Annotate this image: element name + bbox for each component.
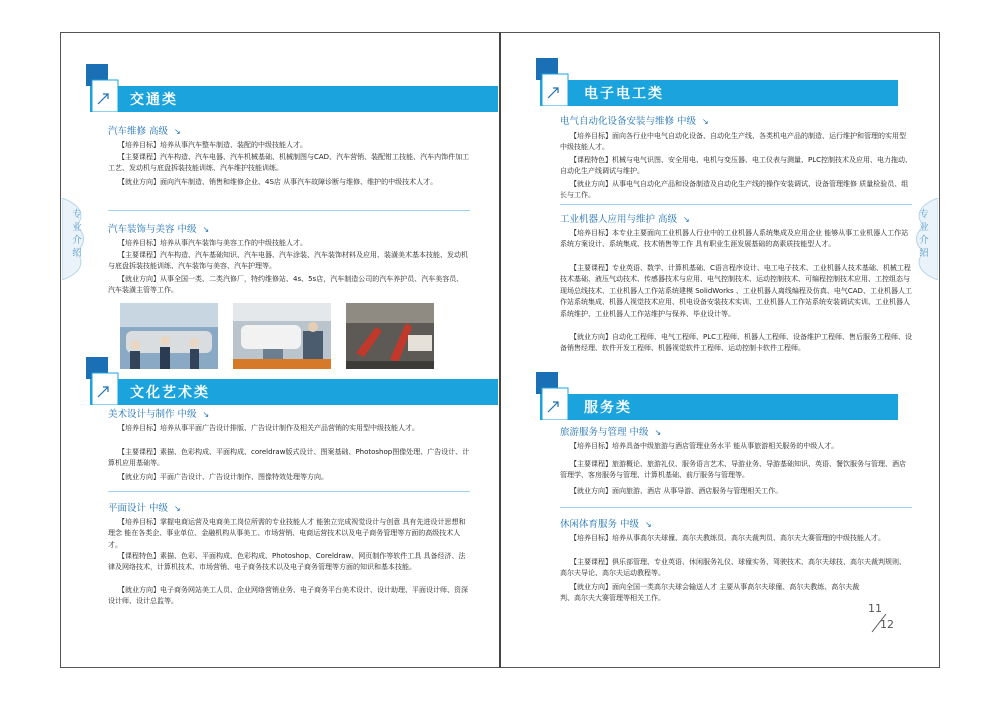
section-corner-icon <box>86 357 126 405</box>
paragraph: 【培养目标】培养从事汽车装饰与美容工作的中级技能人才。 <box>118 239 307 247</box>
page-gutter <box>499 32 501 668</box>
paragraph: 【就业方向】平面广告设计、广告设计制作、图像特效处理等方向。 <box>118 473 328 481</box>
paragraph: 【培养目标】培养从事平面广告设计排版、广告设计制作及相关产品营销的实用型中级技能人才。 <box>118 424 419 432</box>
arrow-icon: ↘ <box>202 410 210 419</box>
subsection-title: 旅游服务与管理 中级 ↘ <box>560 427 662 438</box>
paragraph: 【主要课程】汽车构造、汽车基础知识、汽车电器、汽车涂装、汽车装饰材料及应用、装潢美术基本技能、发动机与底盘拆装技能训练、汽车装饰与美容、汽车护理等。 <box>108 251 468 271</box>
subsection-title: 平面设计 中级 ↘ <box>108 503 181 514</box>
subsection-title: 美术设计与制作 中级 ↘ <box>108 409 210 420</box>
paragraph: 【就业方向】面向旅游、酒店 从事导游、酒店服务与管理相关工作。 <box>570 487 783 495</box>
arrow-icon: ↘ <box>654 428 662 437</box>
arrow-icon: ↘ <box>174 504 181 513</box>
paragraph: 【培养目标】本专业主要面向工业机器人行业中的工业机器人系统集成及应用企业 能够从事工业机器人工作站系统方案设计、系统集成、技术销售等工作 具有职业生涯发展基础的高素质技能型人才。 <box>560 229 909 249</box>
photo-car-assembly <box>120 303 218 369</box>
divider <box>560 204 912 205</box>
section-title: 电子电工类 <box>584 86 664 102</box>
photo-robot-line <box>346 303 434 369</box>
paragraph: 【主要课程】旅游概论、旅游礼仪、服务语言艺术、导游业务、导游基础知识、英语、餐饮服务与管理、酒店管理学、客房服务与管理、计算机基础、前厅服务与管理等。 <box>560 460 906 480</box>
side-tab-right <box>908 198 938 280</box>
paragraph: 【培养目标】培养具备中级旅游与酒店管理业务水平 能从事旅游相关服务的中级人才。 <box>570 442 839 450</box>
section-title: 交通类 <box>130 92 178 108</box>
section-corner-icon <box>536 372 576 420</box>
section-header-transport <box>90 86 498 112</box>
paragraph: 【就业方向】自动化工程师、电气工程师、PLC工程师、机器人工程师、设备维护工程师、售后服务工程师、设备销售经理、软件开发工程师、机器视觉软件工程师、运动控制卡软件工程师。 <box>560 333 913 353</box>
paragraph: 【主要课程】汽车构造、汽车电器、汽车机械基础、机械制图与CAD、汽车营销、装配钳工技能、汽车内饰件加工工艺、发动机与底盘拆装技能训练、汽车维护技能训练。 <box>108 153 470 173</box>
section-corner-icon <box>86 64 126 112</box>
arrow-icon: ↘ <box>645 520 652 529</box>
arrow-icon: ↘ <box>174 127 181 136</box>
side-tab-label: 专业介绍 <box>919 209 929 259</box>
arrow-icon: ↘ <box>683 215 690 224</box>
section-title: 服务类 <box>584 400 632 416</box>
page-number <box>866 602 906 638</box>
subsection-title: 汽车维修 高级 ↘ <box>108 126 181 137</box>
subsection-title: 汽车装饰与美容 中级 ↘ <box>108 224 210 235</box>
arrow-icon: ↘ <box>202 225 210 234</box>
side-tab-left <box>62 198 92 280</box>
paragraph: 【主要课程】专业英语、数学、计算机基础、C语言程序设计、电工电子技术、工业机器人技术基础、机械工程技术基础、液压气动技术、传感器技术与应用、电气控制技术、运动控制技术、可编程控制技术应用、工控组态与现场总线技术、工业机器人工作站系统建模 SolidWorks 、工业机器人离线编程及仿真、电气CAD、工业机器人工作站系统集成、机器人视觉技术应用、机电设备安装技术实训、工业机器人工作站系统安装调试实训、工业机器人系统维护、工业机器人工作站维护与保养、毕业设计等。 <box>560 264 912 318</box>
section-title: 文化艺术类 <box>130 385 210 401</box>
divider <box>108 210 470 211</box>
paragraph: 【培养目标】面向各行业中电气自动化设备、自动化生产线、各类机电产品的制造、运行维护和管理的实用型中级技能人才。 <box>560 132 906 152</box>
paragraph: 【主要课程】俱乐部管理、专业英语、休闲服务礼仪、球僮实务、驾驶技术、高尔夫球技、高尔夫裁判规则、高尔夫导论、高尔夫运动教程等。 <box>560 558 906 578</box>
divider <box>560 507 912 508</box>
paragraph: 【就业方向】电子商务网站美工人员、企业网络营销业务、电子商务平台美术设计、设计助理、平面设计师、资深设计师、设计总监等。 <box>108 586 468 606</box>
paragraph: 【就业方向】从事电气自动化产品和设备制造及自动化生产线的操作安装调试、设备管理维修 质量检验员、组长与工作。 <box>560 180 909 200</box>
paragraph: 【就业方向】面向全国一类高尔夫球会输送人才 主要从事高尔夫球僮、高尔夫教练、高尔夫裁判、高尔夫大赛管理等相关工作。 <box>560 583 860 603</box>
paragraph: 【就业方向】从事全国一类、二类汽修厂，特约维修站、4s、5s店，汽车制造公司的汽车养护员、汽车美容员、汽车装潢主管等工作。 <box>108 275 464 295</box>
subsection-title: 休闲体育服务 中级 ↘ <box>560 519 652 530</box>
divider <box>108 491 470 492</box>
section-header-service <box>540 394 898 420</box>
side-tab-label: 专业介绍 <box>72 209 82 259</box>
page-number-total: 12 <box>880 618 894 631</box>
arrow-icon: ↘ <box>702 117 709 126</box>
paragraph: 【培养目标】掌握电商运营及电商美工岗位所需的专业技能人才 能独立完成视觉设计与创意 具有先进设计思想和理念 能在各类企、事业单位、金融机构从事美工、市场营销、电商运营技术以及电子商务管理等方面的高级技术人才。 <box>108 518 466 549</box>
paragraph: 【培养目标】培养从事高尔夫球僮、高尔夫教练员、高尔夫裁判员、高尔夫大赛管理的中级技能人才。 <box>570 534 885 542</box>
paragraph: 【就业方向】面向汽车制造、销售和维修企业、4S店 从事汽车故障诊断与维修、维护的中级技术人才。 <box>118 178 438 186</box>
paragraph: 【课程特色】机械与电气识图、安全用电、电机与变压器、电工仪表与测量、PLC控制技术及应用、电力拖动、自动化生产线调试与维护。 <box>560 156 913 176</box>
section-corner-icon <box>536 58 576 106</box>
subsection-title: 电气自动化设备安装与维修 中级 ↘ <box>560 116 709 127</box>
section-header-culture-art <box>90 379 498 405</box>
photo-workshop <box>233 303 331 369</box>
section-header-electrical <box>540 80 898 106</box>
paragraph: 【课程特色】素描、色彩、平面构成、色彩构成、Photoshop、Coreldraw、网页制作等软件工具 具备经济、法律及网络技术，计算机技术、市场营销、电子商务技术以及电子商务管理等方面的知识和基本技能。 <box>108 552 466 572</box>
subsection-title: 工业机器人应用与维护 高级 ↘ <box>560 214 690 225</box>
page-number-current: 11 <box>868 602 882 615</box>
paragraph: 【主要课程】素描、色彩构成、平面构成、coreldraw版式设计、图案基础、Photoshop图像处理、广告设计、计算机应用基础等。 <box>108 448 470 468</box>
paragraph: 【培养目标】培养从事汽车整车制造、装配的中级技能人才。 <box>118 141 307 149</box>
